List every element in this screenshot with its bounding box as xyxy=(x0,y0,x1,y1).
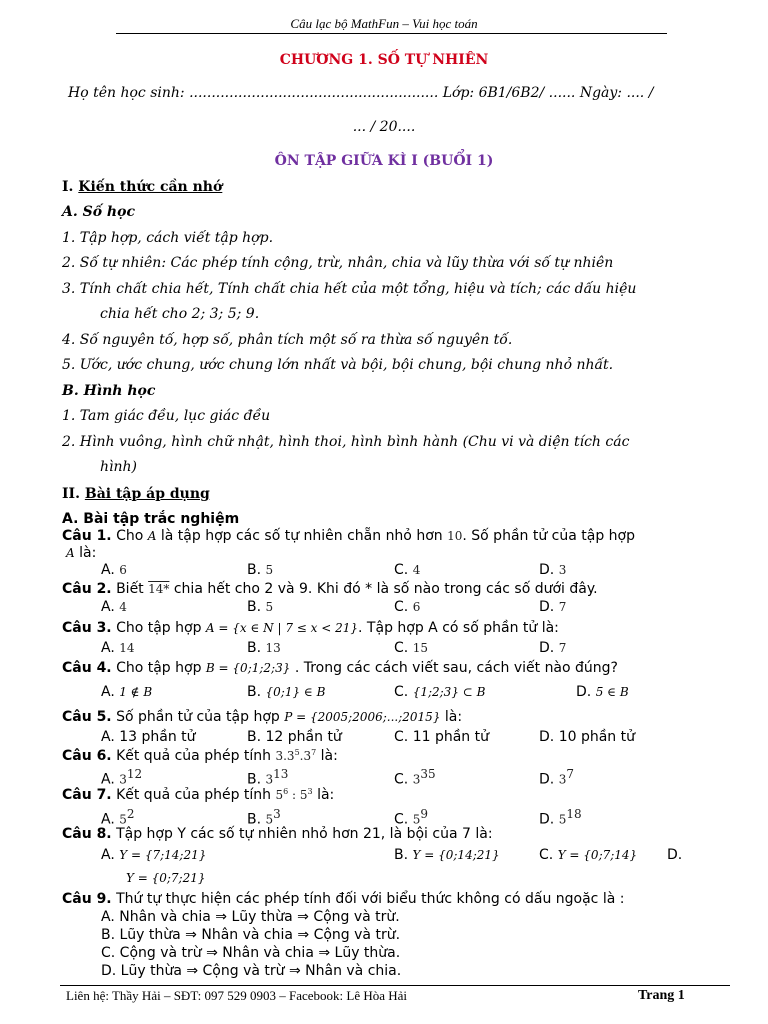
q3-text-2: . Tập hợp A có số phần tử là: xyxy=(358,620,559,636)
q1-option-d[interactable] xyxy=(539,562,566,578)
option-value: 5 xyxy=(265,563,274,577)
option-base: 3 xyxy=(119,772,127,787)
option-base: 5 xyxy=(265,812,274,827)
q6-label: Câu 6. xyxy=(62,748,112,764)
option-letter: D. xyxy=(539,771,559,788)
option-exp: 13 xyxy=(273,767,289,781)
q3-math: A = {x ∈ N | 7 ≤ x < 21} xyxy=(205,621,359,635)
option-letter: C. xyxy=(539,847,558,863)
q5-option-d[interactable] xyxy=(539,729,635,745)
section-2-heading xyxy=(62,486,210,502)
q7-option-d[interactable] xyxy=(539,807,582,828)
option-letter: A. xyxy=(101,847,120,863)
q1-math-3: A xyxy=(66,546,75,560)
geom-item-2-cont: hình) xyxy=(100,459,137,475)
q7-math-b: 6 xyxy=(283,787,289,796)
q8-option-c[interactable] xyxy=(539,847,637,863)
q1-text: Cho xyxy=(111,528,148,544)
q3-option-c[interactable] xyxy=(394,640,428,656)
option-value: 13 phần tử xyxy=(119,729,196,745)
q5-option-a[interactable] xyxy=(101,729,196,745)
option-value: 3 xyxy=(558,563,567,577)
option-letter: B. xyxy=(247,811,266,828)
q2-option-d[interactable] xyxy=(539,599,566,615)
q7-math-d: 3 xyxy=(307,787,313,796)
q6-option-d[interactable] xyxy=(539,767,574,788)
q7-option-a[interactable] xyxy=(101,807,135,828)
student-info-line-1: Họ tên học sinh: ........................................................ Lớp: 6B1/6B2/ ...... Ngày: .... / xyxy=(68,85,654,101)
option-letter: D. xyxy=(539,599,559,615)
option-letter: B. xyxy=(247,771,266,788)
option-letter: C. xyxy=(394,771,413,788)
option-letter: C. xyxy=(394,811,413,828)
question-9 xyxy=(62,891,624,907)
option-value: 7 xyxy=(558,600,567,614)
q6-option-c[interactable] xyxy=(394,767,436,788)
q7-math xyxy=(275,788,312,802)
subsection-geometry: B. Hình học xyxy=(62,383,156,399)
q1-option-c[interactable] xyxy=(394,562,420,578)
option-value: 4 xyxy=(412,563,421,577)
option-value: 5 ∈ B xyxy=(595,685,629,699)
option-letter: D. xyxy=(539,729,559,745)
page-number: Trang 1 xyxy=(638,988,685,1003)
option-base: 5 xyxy=(119,812,127,827)
q4-text-2: . Trong các cách viết sau, cách viết nào đúng? xyxy=(290,660,618,676)
footer-contact: Liên hệ: Thầy Hải – SĐT: 097 529 0903 – Facebook: Lê Hòa Hải xyxy=(66,988,408,1003)
q2-math: 14* xyxy=(148,582,170,596)
option-letter: B. xyxy=(247,684,266,700)
option-exp: 3 xyxy=(273,807,281,821)
option-exp: 2 xyxy=(126,807,135,821)
arith-item-3: 3. Tính chất chia hết, Tính chất chia hết của một tổng, hiệu và tích; các dấu hiệu xyxy=(62,281,637,297)
option-letter: A. xyxy=(101,684,120,700)
q1-math: A xyxy=(147,529,157,543)
option-value: Y = {0;14;21} xyxy=(412,848,500,862)
option-letter: C. xyxy=(394,684,413,700)
q1-text-3: . Số phần tử của tập hợp xyxy=(462,528,635,544)
option-value: 13 xyxy=(265,641,281,655)
option-value: 7 xyxy=(558,641,567,655)
question-5 xyxy=(62,709,462,725)
geom-item-1: 1. Tam giác đều, lục giác đều xyxy=(62,408,271,424)
option-letter: A. xyxy=(101,562,120,578)
q8-label: Câu 8. xyxy=(62,826,112,842)
q2-option-b[interactable] xyxy=(247,599,273,615)
option-value: {0;1} ∈ B xyxy=(265,685,326,699)
q3-text: Cho tập hợp xyxy=(111,620,206,636)
q9-option-a[interactable]: A. Nhân và chia ⇒ Lũy thừa ⇒ Cộng và trừ. xyxy=(101,909,400,925)
section-2-number: II. xyxy=(62,486,85,502)
q6-math-a: 3.3 xyxy=(275,749,295,763)
option-value: 11 phần tử xyxy=(412,729,489,745)
question-8 xyxy=(62,826,493,842)
question-6 xyxy=(62,748,338,764)
q8-option-d[interactable] xyxy=(667,847,682,863)
question-3 xyxy=(62,620,559,636)
q1-text-2: là tập hợp các số tự nhiên chẵn nhỏ hơn xyxy=(156,528,448,544)
q2-option-a[interactable] xyxy=(101,599,127,615)
option-value: 12 phần tử xyxy=(265,729,342,745)
q6-math-b: 5 xyxy=(294,748,300,757)
q3-option-b[interactable] xyxy=(247,640,281,656)
q4-option-c[interactable] xyxy=(394,684,485,700)
q7-label: Câu 7. xyxy=(62,787,112,803)
question-7 xyxy=(62,787,334,803)
q5-math: P = {2005;2006;...;2015} xyxy=(284,710,441,724)
option-exp: 9 xyxy=(420,807,428,821)
arith-item-4: 4. Số nguyên tố, hợp số, phân tích một số ra thừa số nguyên tố. xyxy=(62,332,513,348)
option-letter: C. xyxy=(394,562,413,578)
q8-option-a[interactable] xyxy=(101,847,206,863)
question-2 xyxy=(62,581,598,597)
q4-label: Câu 4. xyxy=(62,660,112,676)
q8-option-d-value xyxy=(126,870,206,886)
option-letter: A. xyxy=(101,599,120,615)
option-base: 5 xyxy=(558,812,567,827)
option-value: {1;2;3} ⊂ B xyxy=(412,685,486,699)
q7-option-c[interactable] xyxy=(394,807,428,828)
q8-text: Tập hợp Y các số tự nhiên nhỏ hơn 21, là bội của 7 là: xyxy=(111,826,493,842)
option-base: 5 xyxy=(412,812,421,827)
question-1-cont xyxy=(66,545,96,561)
option-letter: B. xyxy=(247,729,266,745)
arith-item-3-cont: chia hết cho 2; 3; 5; 9. xyxy=(100,306,260,322)
q4-math: B = {0;1;2;3} xyxy=(205,661,291,675)
q9-option-b[interactable]: B. Lũy thừa ⇒ Nhân và chia ⇒ Cộng và trừ. xyxy=(101,927,401,943)
geom-item-2: 2. Hình vuông, hình chữ nhật, hình thoi, hình bình hành (Chu vi và diện tích các xyxy=(62,434,630,450)
q4-option-b[interactable] xyxy=(247,684,325,700)
q2-label: Câu 2. xyxy=(62,581,112,597)
q5-label: Câu 5. xyxy=(62,709,112,725)
option-value: Y = {7;14;21} xyxy=(119,848,207,862)
section-1-heading xyxy=(62,179,222,195)
option-letter: A. xyxy=(101,729,120,745)
q5-option-c[interactable] xyxy=(394,729,489,745)
option-letter: C. xyxy=(394,729,413,745)
option-letter: C. xyxy=(394,599,413,615)
option-base: 3 xyxy=(558,772,567,787)
q6-option-b[interactable] xyxy=(247,767,288,788)
q1-text-4: là: xyxy=(74,545,97,561)
option-value: 15 xyxy=(412,641,428,655)
subsection-arithmetic: A. Số học xyxy=(62,204,135,220)
footer-divider xyxy=(60,985,730,986)
q4-option-a[interactable] xyxy=(101,684,152,700)
option-exp: 7 xyxy=(566,767,574,781)
arith-item-5: 5. Ước, ước chung, ước chung lớn nhất và bội, bội chung, bội chung nhỏ nhất. xyxy=(62,357,614,373)
option-value: 4 xyxy=(119,600,127,614)
section-1-title: Kiến thức cần nhớ xyxy=(78,179,223,195)
q9-option-c[interactable]: C. Cộng và trừ ⇒ Nhân và chia ⇒ Lũy thừa. xyxy=(101,945,401,961)
option-value: 14 xyxy=(119,641,135,655)
q7-math-c: : 5 xyxy=(288,788,308,802)
option-value: 5 xyxy=(265,600,274,614)
page-header: Câu lạc bộ MathFun – Vui học toán xyxy=(290,16,478,31)
q9-option-d[interactable]: D. Lũy thừa ⇒ Cộng và trừ ⇒ Nhân và chia. xyxy=(101,963,402,979)
option-letter: D. xyxy=(667,847,683,863)
q1-math-2: 10 xyxy=(447,529,463,543)
option-value: 1 ∉ B xyxy=(119,685,153,699)
question-4 xyxy=(62,660,618,676)
q2-option-c[interactable] xyxy=(394,599,420,615)
option-letter: A. xyxy=(101,771,120,788)
arith-item-2: 2. Số tự nhiên: Các phép tính cộng, trừ, nhân, chia và lũy thừa với số tự nhiên xyxy=(62,255,614,271)
q8-option-b[interactable] xyxy=(394,847,500,863)
q1-option-b[interactable] xyxy=(247,562,273,578)
option-letter: D. xyxy=(539,811,559,828)
chapter-title: CHƯƠNG 1. SỐ TỰ NHIÊN xyxy=(279,52,489,68)
question-1 xyxy=(62,528,635,544)
q3-option-a[interactable] xyxy=(101,640,135,656)
q5-text-2: là: xyxy=(440,709,463,725)
q6-option-a[interactable] xyxy=(101,767,142,788)
section-2-title: Bài tập áp dụng xyxy=(84,486,210,502)
option-base: 3 xyxy=(412,772,421,787)
q6-math-c: .3 xyxy=(299,749,312,763)
q9-label: Câu 9. xyxy=(62,891,112,907)
option-value: Y = {0;7;21} xyxy=(126,871,206,885)
option-base: 3 xyxy=(265,772,274,787)
option-value: 6 xyxy=(412,600,421,614)
q7-math-a: 5 xyxy=(275,788,284,802)
option-letter: B. xyxy=(247,562,266,578)
q1-option-a[interactable] xyxy=(101,562,127,578)
option-letter: A. xyxy=(101,640,120,656)
option-exp: 18 xyxy=(566,807,582,821)
q7-option-b[interactable] xyxy=(247,807,281,828)
q1-label: Câu 1. xyxy=(62,528,112,544)
q7-text-2: là: xyxy=(312,787,335,803)
q4-text: Cho tập hợp xyxy=(111,660,206,676)
q2-text: Biết xyxy=(111,581,149,597)
option-value: 6 xyxy=(119,563,127,577)
q4-option-d[interactable] xyxy=(576,684,629,700)
q3-label: Câu 3. xyxy=(62,620,112,636)
option-letter: C. xyxy=(394,640,413,656)
q6-math-d: 7 xyxy=(311,748,317,757)
header-divider xyxy=(116,33,667,34)
q6-math xyxy=(275,749,316,763)
review-title: ÔN TẬP GIỮA KÌ I (BUỔI 1) xyxy=(274,153,494,169)
option-letter: A. xyxy=(101,811,120,828)
option-letter: B. xyxy=(247,640,266,656)
option-letter: D. xyxy=(539,640,559,656)
q6-text: Kết quả của phép tính xyxy=(111,748,276,764)
option-exp: 12 xyxy=(126,767,143,781)
q5-text: Số phần tử của tập hợp xyxy=(111,709,285,725)
q6-text-2: là: xyxy=(316,748,338,764)
option-letter: D. xyxy=(576,684,596,700)
section-1-number: I. xyxy=(62,179,79,195)
option-value: Y = {0;7;14} xyxy=(557,848,638,862)
student-info-line-2: ... / 20.... xyxy=(352,119,416,135)
option-exp: 35 xyxy=(420,767,436,781)
q7-text: Kết quả của phép tính xyxy=(111,787,276,803)
section-a2-heading: A. Bài tập trắc nghiệm xyxy=(62,511,240,527)
q5-option-b[interactable] xyxy=(247,729,342,745)
option-letter: B. xyxy=(247,599,266,615)
q9-text: Thứ tự thực hiện các phép tính đối với biểu thức không có dấu ngoặc là : xyxy=(111,891,625,907)
option-letter: B. xyxy=(394,847,413,863)
q2-text-2: chia hết cho 2 và 9. Khi đó * là số nào trong các số dưới đây. xyxy=(169,581,598,597)
arith-item-1: 1. Tập hợp, cách viết tập hợp. xyxy=(62,230,274,246)
option-letter: D. xyxy=(539,562,559,578)
option-value: 10 phần tử xyxy=(558,729,635,745)
q3-option-d[interactable] xyxy=(539,640,566,656)
